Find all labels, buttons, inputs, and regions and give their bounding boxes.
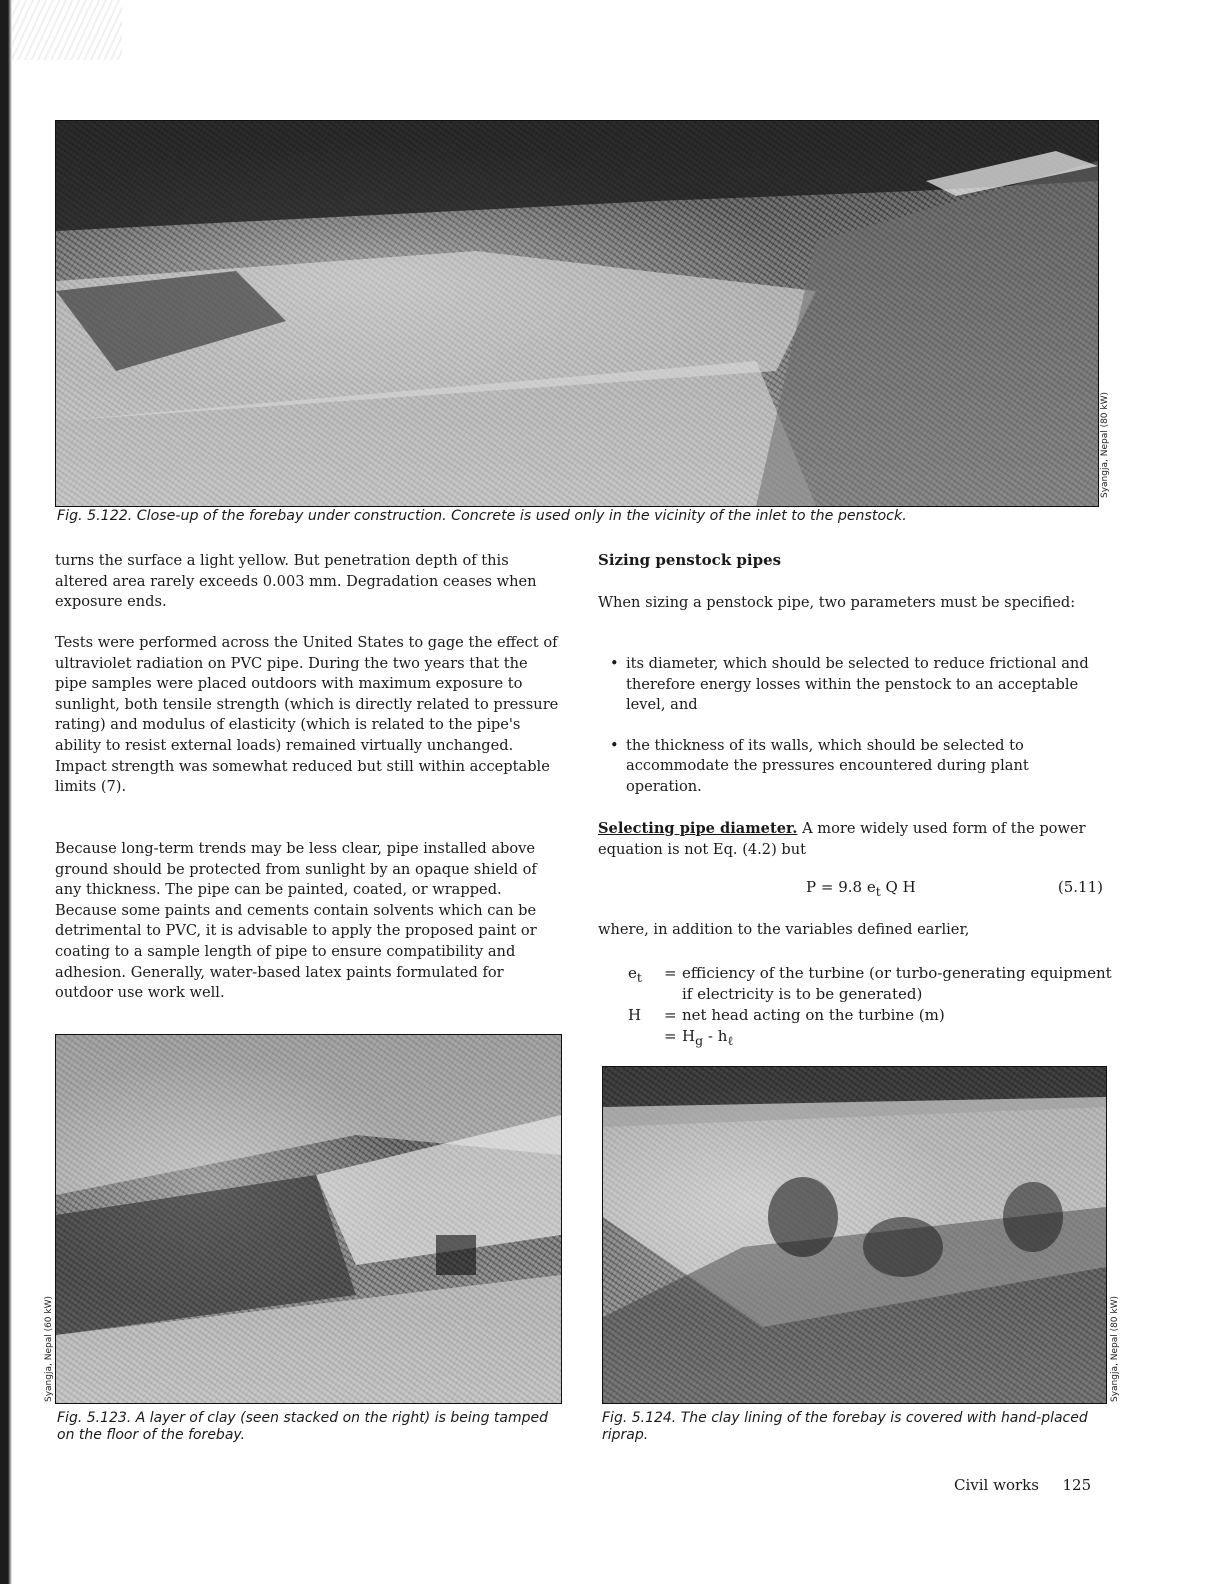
- photo-credit-fig122: Syangja, Nepal (80 kW): [1100, 391, 1110, 498]
- left-paragraph-3: Because long-term trends may be less clear, pipe installed above ground should be protected from sunlight by an opaque shield of any thickness. The pipe can be painted, coated, or wrapped. Because some paints and cements contain solvents which can be detrimental to PVC, it is advisable to apply the proposed paint or coating to a sample length of pipe to ensure compatibility and adhesion. Generally, water-based latex paints formulated for outdoor use work well.: [55, 840, 537, 1002]
- parameter-bullet-list: [610, 654, 1095, 818]
- clay-tamping-photo: [55, 1034, 562, 1404]
- photo-shading: [56, 121, 1098, 506]
- photo-shading: [56, 1035, 561, 1403]
- bullet-dot: •: [610, 736, 619, 754]
- photo-credit-fig124: Syangja, Nepal (80 kW): [1110, 1295, 1120, 1402]
- left-paragraph-1: turns the surface a light yellow. But penetration depth of this altered area rarely exceeds 0.003 mm. Degradation ceases when exposure ends.: [55, 552, 537, 611]
- equation-number: (5.11): [1057, 878, 1103, 896]
- bullet-wall-thickness: [610, 736, 1095, 798]
- right-intro-paragraph: When sizing a penstock pipe, two parameters must be specified:: [598, 594, 1076, 611]
- scan-smudge: [12, 0, 122, 60]
- footer-section: Civil works: [954, 1476, 1039, 1494]
- running-footer: [954, 1476, 1091, 1494]
- section-heading-sizing-penstock-pipes: Sizing penstock pipes: [598, 551, 782, 569]
- fig-5-123-caption: Fig. 5.123. A layer of clay (seen stacked on the right) is being tamped on the floor of the forebay.: [57, 1410, 549, 1443]
- selecting-pipe-diameter-paragraph: [598, 819, 1103, 860]
- riprap-placement-photo: [602, 1066, 1107, 1404]
- photo-credit-fig123: Syangja, Nepal (60 kW): [44, 1295, 54, 1402]
- page-number: 125: [1062, 1476, 1092, 1494]
- definition-net-head-formula: = $H_g - h_\ell$: [664, 1027, 734, 1048]
- bullet-dot: •: [610, 655, 619, 672]
- bullet-text: the thickness of its walls, which should be selected to accommodate the pressures encountered during plant operation.: [626, 736, 1029, 795]
- forebay-construction-photo: [55, 120, 1099, 507]
- scan-binding-edge: [0, 0, 12, 1584]
- equation-body: P = 9.8 $e_t$ Q H: [806, 878, 916, 899]
- bullet-text: its diameter, which should be selected to reduce frictional and therefore energy losses within the penstock to an acceptable level, and: [626, 655, 1089, 714]
- fig-5-122-caption: Fig. 5.122. Close-up of the forebay under construction. Concrete is used only in the vicinity of the inlet to the penstock.: [57, 508, 907, 524]
- fig-5-124-caption: Fig. 5.124. The clay lining of the forebay is covered with hand-placed riprap.: [602, 1410, 1088, 1443]
- definition-net-head: H = net head acting on the turbine (m): [628, 1006, 945, 1024]
- runin-text: A more widely used form of the power equation is not Eq. (4.2) but: [598, 820, 1086, 858]
- definition-efficiency: $e_t$ = efficiency of the turbine (or turbo-generating equipment if electricity is to be generated): [628, 964, 1112, 1003]
- where-line: where, in addition to the variables defined earlier,: [598, 921, 970, 938]
- bullet-diameter: [610, 654, 1095, 716]
- left-paragraph-2: Tests were performed across the United States to gage the effect of ultraviolet radiation on PVC pipe. During the two years that the pipe samples were placed outdoors with maximum exposure to sunlight, both tensile strength (which is directly related to pressure rating) and modulus of elasticity (which is related to the pipe's ability to resist external loads) remained virtually unchanged. Impact strength was somewhat reduced but still within acceptable limits (7).: [55, 634, 559, 796]
- variable-definitions: [628, 963, 1112, 1051]
- runin-heading: Selecting pipe diameter.: [598, 820, 798, 837]
- photo-shading: [603, 1067, 1106, 1403]
